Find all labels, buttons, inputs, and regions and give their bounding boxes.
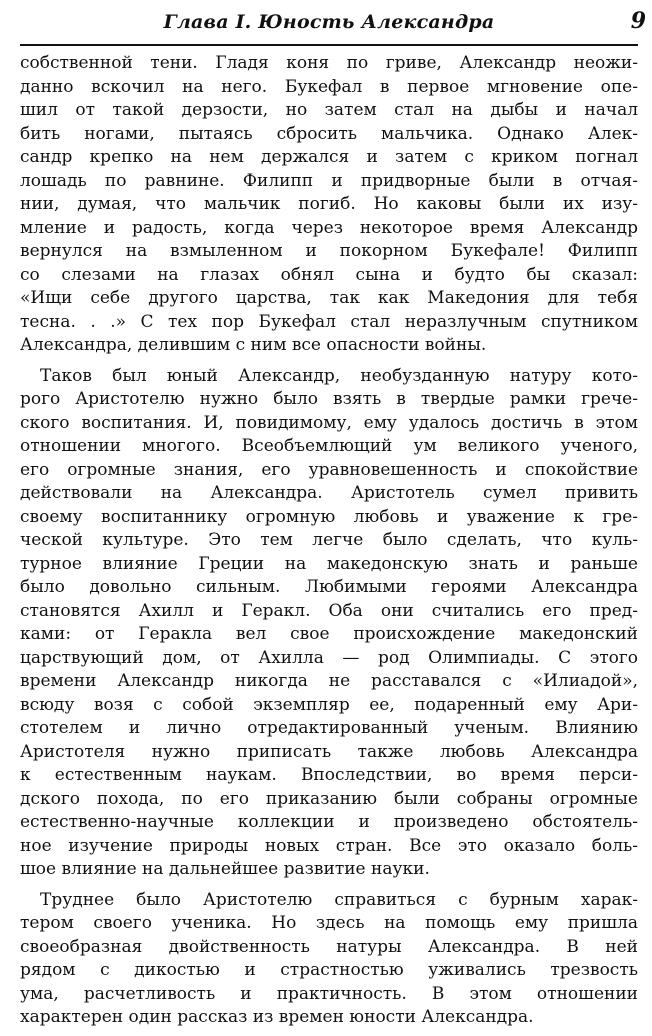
text-line: дского похода, по его приказанию были собраны огромные (20, 788, 638, 809)
text-line: данно вскочил на него. Букефал в первое мгновение опе- (20, 76, 638, 97)
running-header (20, 0, 638, 44)
text-line: вернулся на взмыленном и покорном Букефале! Филипп (20, 241, 638, 261)
text-line: шил от такой дерзости, но затем стал на дыбы и начал (20, 100, 638, 120)
text-line: со слезами на глазах обнял сына и будто бы сказал: (20, 264, 638, 285)
text-line: к естественным наукам. Впоследствии, во время перси- (20, 765, 638, 785)
text-line: ное изучение природы новых стран. Все это оказало боль- (20, 835, 638, 856)
text-line: «Ищи себе другого царства, так как Македония для тебя (20, 288, 638, 308)
text-line: своеобразная двойственность натуры Александра. В ней (20, 936, 638, 957)
text-line: ками: от Геракла вел свое происхождение македонский (20, 624, 638, 644)
text-line: рядом с дикостью и страстностью уживались трезвость (20, 960, 638, 980)
text-line: действовали на Александра. Аристотель сумел привить (20, 483, 638, 503)
text-line: турное влияние Греции на македонскую знать и раньше (20, 553, 638, 574)
paragraph (20, 365, 638, 882)
text-line: ума, расчетливость и практичность. В этом отношении (20, 983, 638, 1004)
text-line: собственной тени. Гладя коня по гриве, Александр неожи- (20, 53, 638, 73)
text-line: ческой культуре. Это тем легче было сделать, что куль- (20, 530, 638, 550)
text-line: тером своего ученика. Но здесь на помощь ему пришла (20, 913, 638, 933)
text-line: Труднее было Аристотелю справиться с бурным харак- (40, 889, 638, 910)
paragraph-gap (20, 358, 638, 365)
text-line: рого Аристотелю нужно было взять в твердые рамки грече- (20, 389, 638, 409)
text-line: Александра, делившим с ним все опасности войны. (20, 335, 487, 355)
paragraph (20, 52, 638, 358)
text-line: царствующий дом, от Ахилла — род Олимпиады. С этого (20, 647, 638, 668)
text-line: бить ногами, пытаясь сбросить мальчика. Однако Алек- (20, 123, 638, 144)
text-line: своему воспитаннику огромную любовь и уважение к гре- (20, 506, 638, 527)
text-line: стотелем и лично отредактированный ученым. Влиянию (20, 718, 638, 738)
text-line: мление и радость, когда через некоторое время Александр (20, 217, 638, 238)
text-line: ского воспитания. И, повидимому, ему удалось достичь в этом (20, 412, 638, 433)
text-line: становятся Ахилл и Геракл. Оба они считались его пред- (20, 600, 638, 621)
text-line: сандр крепко на нем держался и затем с криком погнал (20, 147, 638, 167)
text-line: шое влияние на дальнейшее развитие науки. (20, 859, 430, 879)
text-line: Таков был юный Александр, необузданную натуру кото- (40, 365, 638, 386)
text-line: отношении многого. Всеобъемлющий ум великого ученого, (20, 436, 638, 456)
text-line: его огромные знания, его уравновешенность и спокойствие (20, 459, 638, 480)
text-line: лошадь по равнине. Филипп и придворные были в отчая- (20, 170, 638, 191)
text-line: времени Александр никогда не расставался с «Илиадой», (20, 671, 638, 691)
text-line: Аристотеля нужно приписать также любовь Александра (20, 741, 638, 762)
paragraph (20, 889, 638, 1030)
text-line: всюду возя с собой экземпляр ее, подаренный ему Ари- (20, 694, 638, 715)
paragraph-gap (20, 882, 638, 889)
text-line: естественно-научные коллекции и произведено обстоятель- (20, 812, 638, 832)
header-rule (20, 44, 638, 46)
page-number: 9 (630, 8, 646, 34)
text-line: было довольно сильным. Любимыми героями Александра (20, 577, 638, 597)
text-line: характерен один рассказ из времен юности Александра. (20, 1007, 534, 1027)
chapter-title: Глава I. Юность Александра (163, 11, 495, 33)
page-body (20, 52, 638, 1030)
text-line: тесна. . .» С тех пор Букефал стал неразлучным спутником (20, 311, 638, 332)
text-line: нии, думая, что мальчик погиб. Но каковы были их изу- (20, 194, 638, 214)
